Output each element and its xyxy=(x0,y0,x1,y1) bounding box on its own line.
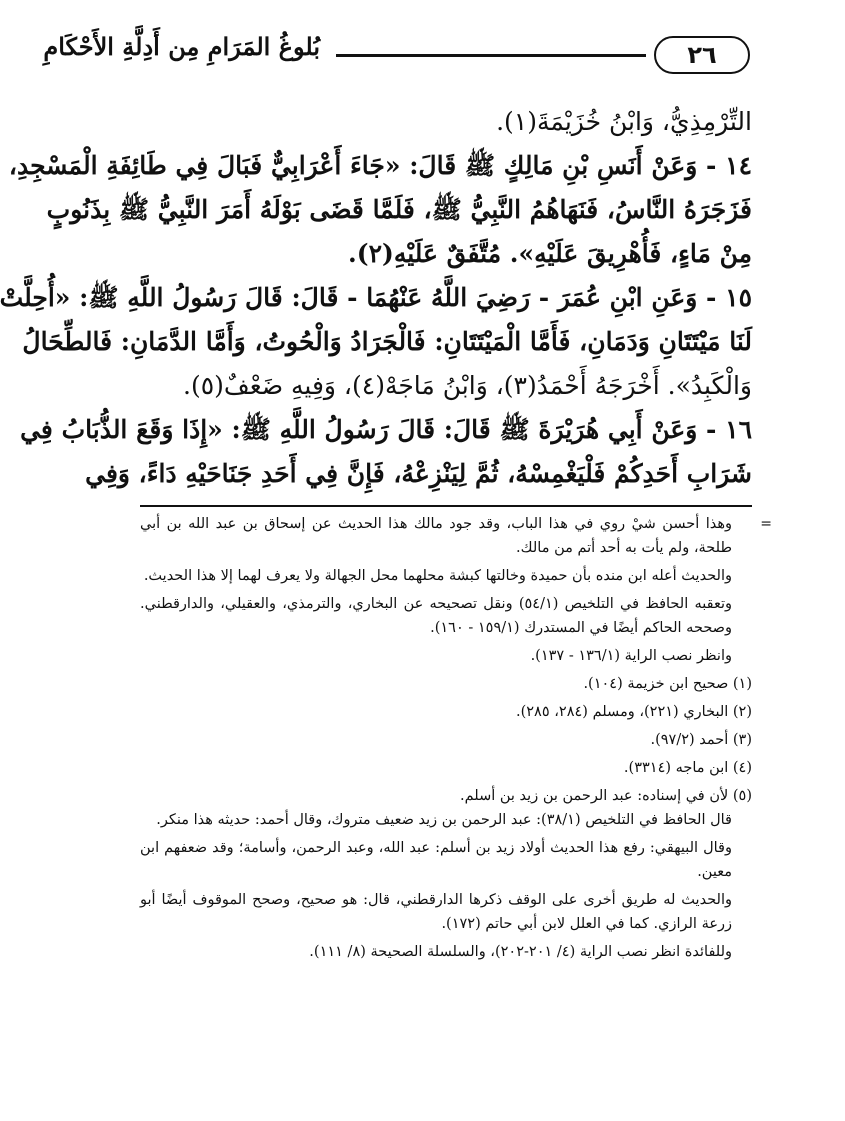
text-line: وَالْكَبِدُ». أَخْرَجَهُ أَحْمَدُ(٣)، وَابْنُ مَاجَهْ(٤)، وَفِيهِ ضَعْفٌ(٥). xyxy=(183,371,752,400)
footnotes xyxy=(140,512,772,968)
footnote-1: (١) صحيح ابن خزيمة (١٠٤). xyxy=(583,676,752,692)
header-rule xyxy=(336,54,646,57)
page-number: ٢٦ xyxy=(654,36,750,74)
footnote-continuation: والحديث أعله ابن منده بأن حميدة وخالتها كبشة محلهما محل الجهالة ولا يعرف لهما إلا هذا الحديث. xyxy=(143,568,732,584)
footnote-2: (٢) البخاري (٢٢١)، ومسلم (٢٨٤، ٢٨٥). xyxy=(515,704,752,720)
footnote-5-detail: وقال البيهقي: رفع هذا الحديث أولاد زيد بن أسلم: عبد الله، وعبد الرحمن، وأسامة؛ وقد ضعفهم ابن معين. xyxy=(140,840,732,880)
footnote-3: (٣) أحمد (٩٧/٢). xyxy=(650,732,752,748)
text-line: مِنْ مَاءٍ، فَأُهْرِيقَ عَلَيْهِ». مُتَّفَقٌ عَلَيْهِ(٢). xyxy=(348,239,752,268)
footnote-continuation: وانظر نصب الراية (١٣٦/١ - ١٣٧). xyxy=(530,648,732,664)
footnote-5-detail: والحديث له طريق أخرى على الوقف ذكرها الدارقطني، قال: هو صحيح، وصحح الموقوف أيضًا أبو زرعة الرازي. كما في العلل لابن أبي حاتم (١٧٢). xyxy=(140,892,732,932)
hadith-14-line: ١٤ - وَعَنْ أَنَسِ بْنِ مَالِكٍ ﷺ قَالَ: «جَاءَ أَعْرَابِيٌّ فَبَالَ فِي طَائِفَةِ الْمَسْجِدِ، xyxy=(8,151,752,180)
continuation-mark: = xyxy=(760,516,772,532)
footnote-5-detail: قال الحافظ في التلخيص (٣٨/١): عبد الرحمن بن زيد ضعيف متروك، وقال أحمد: حديثه هذا منكر. xyxy=(156,812,732,828)
footnote-4: (٤) ابن ماجه (٣٣١٤). xyxy=(623,760,752,776)
footnote-separator xyxy=(140,505,752,507)
footnote-continuation: وهذا أحسن شيْ روي في هذا الباب، وقد جود مالك هذا الحديث عن إسحاق بن عبد الله بن أبي طلحة، ولم يأت به أحد أتم من مالك. xyxy=(140,516,732,556)
book-title: بُلوغُ المَرَامِ مِن أَدِلَّةِ الأَحْكَامِ xyxy=(43,32,320,61)
hadith-15-line: ١٥ - وَعَنِ ابْنِ عُمَرَ - رَضِيَ اللَّهُ عَنْهُمَا - قَالَ: قَالَ رَسُولُ اللَّهِ ﷺ: «أُحِلَّتْ xyxy=(0,283,752,312)
text-line: شَرَابِ أَحَدِكُمْ فَلْيَغْمِسْهُ، ثُمَّ لِيَنْزِعْهُ، فَإِنَّ فِي أَحَدِ جَنَاحَيْهِ دَاءً، وَفِي xyxy=(85,459,752,488)
page-header xyxy=(43,30,750,90)
hadith-16-line: ١٦ - وَعَنْ أَبِي هُرَيْرَةَ ﷺ قَالَ: قَالَ رَسُولُ اللَّهِ ﷺ: «إِذَا وَقَعَ الذُّبَابُ فِي xyxy=(20,415,752,444)
text-line: لَنَا مَيْتَتَانِ وَدَمَانِ، فَأَمَّا الْمَيْتَتَانِ: فَالْجَرَادُ وَالْحُوتُ، وَأَمَّا الدَّمَانِ: فَالطِّحَالُ xyxy=(22,327,752,356)
footnote-5: (٥) لأن في إسناده: عبد الرحمن بن زيد بن أسلم. xyxy=(460,788,752,804)
text-line: التِّرْمِذِيُّ، وَابْنُ خُزَيْمَةَ(١). xyxy=(496,107,752,136)
footnote-5-detail: وللفائدة انظر نصب الراية (٤/ ٢٠١-٢٠٢)، والسلسلة الصحيحة (٨/ ١١١). xyxy=(309,944,732,960)
text-line: فَزَجَرَهُ النَّاسُ، فَنَهَاهُمُ النَّبِيُّ ﷺ، فَلَمَّا قَضَى بَوْلَهُ أَمَرَ النَّبِيُّ ﷺ بِذَنُوبٍ xyxy=(46,195,752,224)
footnote-continuation: وتعقبه الحافظ في التلخيص (٥٤/١) ونقل تصحيحه عن البخاري، والترمذي، والعقيلي، والدارقطني. وصححه الحاكم أيضًا في المستدرك (١٥٩/١ - ١٦٠). xyxy=(140,596,733,636)
main-text xyxy=(0,100,752,496)
